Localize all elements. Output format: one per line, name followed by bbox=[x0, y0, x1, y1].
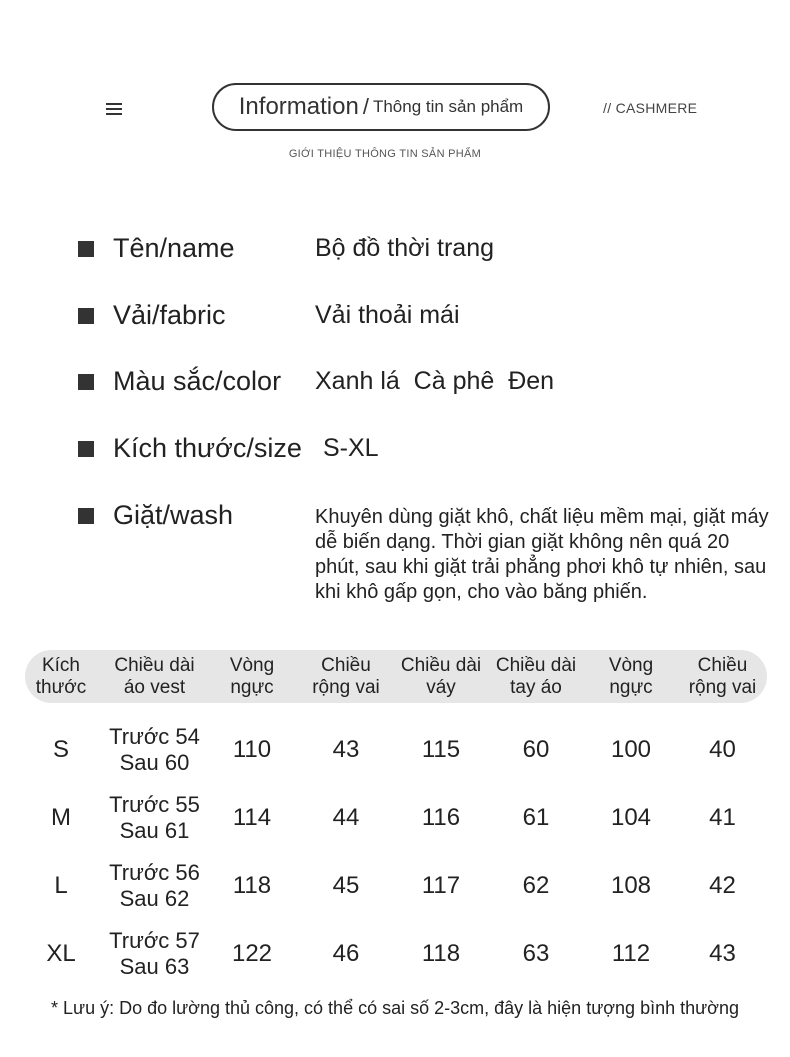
skirt-length-cell: 118 bbox=[421, 940, 461, 967]
chest-cell-2: 104 bbox=[610, 804, 652, 831]
info-value: Vải thoải mái bbox=[315, 301, 460, 329]
column-header: Kích thước bbox=[35, 654, 87, 698]
vest-front-value: Trước 54 bbox=[109, 724, 200, 749]
shoulder-cell-2: 40 bbox=[709, 736, 736, 763]
info-label: Giặt/wash bbox=[113, 500, 234, 530]
info-label: Màu sắc/color bbox=[113, 366, 282, 396]
square-bullet-icon bbox=[78, 308, 94, 324]
size-table-header bbox=[25, 650, 767, 703]
table-row bbox=[0, 788, 790, 848]
table-row bbox=[0, 856, 790, 916]
info-value: S-XL bbox=[323, 434, 379, 462]
menu-icon bbox=[106, 103, 122, 115]
vest-front-value: Trước 57 bbox=[109, 928, 200, 953]
column-header: Chiều dài váy bbox=[400, 654, 482, 698]
title-vietnamese: Thông tin sản phẩm bbox=[372, 97, 524, 116]
column-header: Chiều rộng vai bbox=[688, 654, 757, 698]
sleeve-length-cell: 62 bbox=[522, 872, 550, 899]
chest-cell-2: 112 bbox=[611, 940, 651, 967]
vest-length-cell bbox=[107, 924, 202, 984]
table-row bbox=[0, 924, 790, 984]
title-separator: / bbox=[362, 94, 369, 119]
sleeve-length-cell: 63 bbox=[522, 940, 550, 967]
table-row bbox=[0, 720, 790, 780]
info-value: Xanh lá Cà phê Đen bbox=[315, 367, 555, 395]
vest-back-value: Sau 62 bbox=[119, 886, 190, 911]
info-label: Tên/name bbox=[113, 233, 235, 263]
vest-length-cell bbox=[107, 720, 202, 780]
sleeve-length-cell: 60 bbox=[522, 736, 550, 763]
info-label: Vải/fabric bbox=[113, 300, 226, 330]
size-cell: L bbox=[54, 872, 68, 899]
chest-cell: 118 bbox=[232, 872, 272, 899]
title-english: Information bbox=[238, 93, 359, 120]
vest-back-value: Sau 63 bbox=[119, 954, 190, 979]
square-bullet-icon bbox=[78, 374, 94, 390]
size-cell: XL bbox=[46, 940, 76, 967]
square-bullet-icon bbox=[78, 241, 94, 257]
column-header: Vòng ngực bbox=[229, 654, 275, 698]
shoulder-cell: 43 bbox=[332, 736, 360, 763]
title-pill bbox=[212, 83, 550, 131]
measurement-note: * Lưu ý: Do đo lường thủ công, có thể có sai số 2-3cm, đây là hiện tượng bình thường bbox=[51, 998, 739, 1018]
header bbox=[0, 0, 790, 180]
page-subtitle: GIỚI THIỆU THÔNG TIN SẢN PHẨM bbox=[288, 148, 482, 160]
vest-front-value: Trước 55 bbox=[109, 792, 200, 817]
chest-cell: 110 bbox=[232, 736, 272, 763]
size-cell: S bbox=[52, 736, 69, 763]
info-value: Bộ đồ thời trang bbox=[315, 234, 495, 262]
vest-back-value: Sau 60 bbox=[119, 750, 190, 775]
column-header: Chiều dài tay áo bbox=[495, 654, 577, 698]
square-bullet-icon bbox=[78, 508, 94, 524]
column-header: Vòng ngực bbox=[608, 654, 654, 698]
chest-cell-2: 108 bbox=[610, 872, 652, 899]
vest-front-value: Trước 56 bbox=[109, 860, 200, 885]
sleeve-length-cell: 61 bbox=[522, 804, 550, 831]
wash-instructions: Khuyên dùng giặt khô, chất liệu mềm mại, giặt máy dễ biến dạng. Thời gian giặt không nên quá 20 phút, sau khi giặt trải phẳng phơi khô tự nhiên, sau khi khô gấp gọn, cho vào băng phiến. bbox=[315, 506, 769, 603]
chest-cell: 122 bbox=[231, 940, 273, 967]
shoulder-cell: 44 bbox=[332, 804, 360, 831]
skirt-length-cell: 117 bbox=[421, 872, 461, 899]
brand-label: // CASHMERE bbox=[603, 100, 698, 116]
skirt-length-cell: 115 bbox=[421, 736, 461, 763]
shoulder-cell-2: 43 bbox=[709, 940, 736, 967]
vest-length-cell bbox=[107, 856, 202, 916]
column-header: Chiều rộng vai bbox=[312, 654, 380, 698]
info-label: Kích thước/size bbox=[113, 433, 302, 463]
square-bullet-icon bbox=[78, 441, 94, 457]
skirt-length-cell: 116 bbox=[421, 804, 461, 831]
vest-back-value: Sau 61 bbox=[119, 818, 190, 843]
shoulder-cell-2: 42 bbox=[709, 872, 736, 899]
column-header: Chiều dài áo vest bbox=[114, 654, 195, 698]
shoulder-cell-2: 41 bbox=[709, 804, 736, 831]
chest-cell-2: 100 bbox=[610, 736, 652, 763]
shoulder-cell: 45 bbox=[332, 872, 360, 899]
size-cell: M bbox=[51, 804, 71, 831]
chest-cell: 114 bbox=[232, 804, 272, 831]
vest-length-cell bbox=[107, 788, 202, 848]
shoulder-cell: 46 bbox=[332, 940, 360, 967]
